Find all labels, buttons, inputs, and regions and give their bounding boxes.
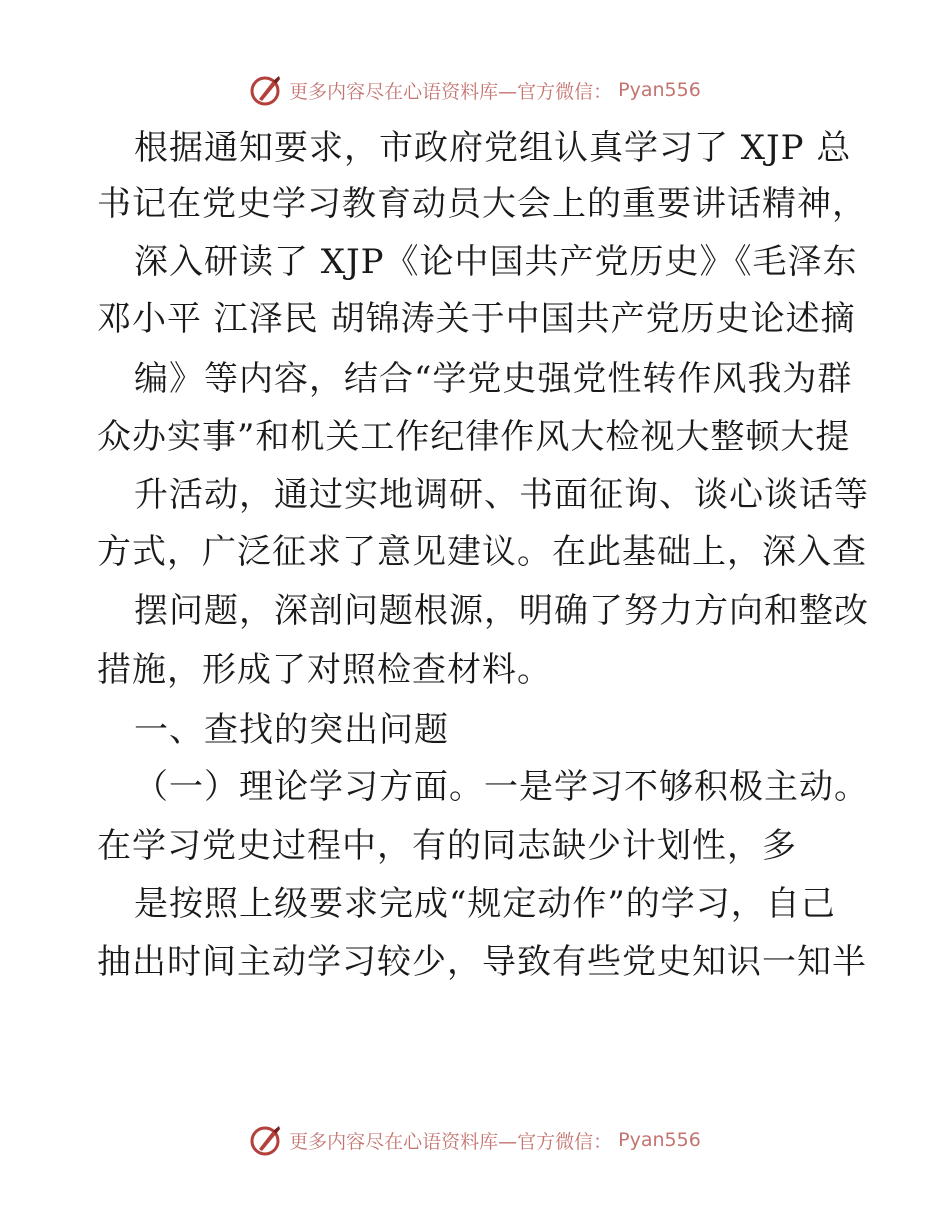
text-line: 是按照上级要求完成“规定动作”的学习，自己 [134, 884, 836, 924]
text-line: 在学习党史过程中，有的同志缺少计划性，多 [97, 826, 797, 866]
text-line: 升活动，通过实地调研、书面征询、谈心谈话等 [134, 475, 869, 515]
watermark-text: 更多内容尽在心语资料库—官方微信： [289, 1130, 613, 1153]
text-line: 根据通知要求，市政府党组认真学习了 XJP 总 [134, 128, 852, 168]
watermark-text: 更多内容尽在心语资料库—官方微信： [289, 80, 613, 103]
text-line: 深入研读了 XJP《论中国共产党历史》《毛泽东 [134, 242, 858, 282]
text-line: （一）理论学习方面。一是学习不够积极主动。 [134, 767, 869, 807]
text-line: 众办实事”和机关工作纪律作风大检视大整顿大提 [97, 417, 851, 457]
quill-logo-icon [249, 1123, 283, 1157]
text-line: 方式，广泛征求了意见建议。在此基础上，深入查 [97, 532, 867, 572]
text-line: 摆问题，深剖问题根源，明确了努力方向和整改 [134, 591, 869, 631]
quill-logo-icon [249, 73, 283, 107]
section-heading: 一、查找的突出问题 [134, 710, 449, 750]
text-line: 书记在党史学习教育动员大会上的重要讲话精神， [97, 184, 867, 224]
text-line: 邓小平 江泽民 胡锦涛关于中国共产党历史论述摘 [97, 299, 856, 339]
text-line: 抽出时间主动学习较少，导致有些党史知识一知半 [97, 942, 867, 982]
header-watermark [0, 70, 950, 110]
text-line: 编》等内容，结合“学党史强党性转作风我为群 [134, 359, 853, 399]
text-line: 措施，形成了对照检查材料。 [97, 650, 552, 690]
footer-watermark [0, 1120, 950, 1160]
watermark-handle: Pyan556 [618, 79, 701, 101]
watermark-handle: Pyan556 [618, 1129, 701, 1151]
